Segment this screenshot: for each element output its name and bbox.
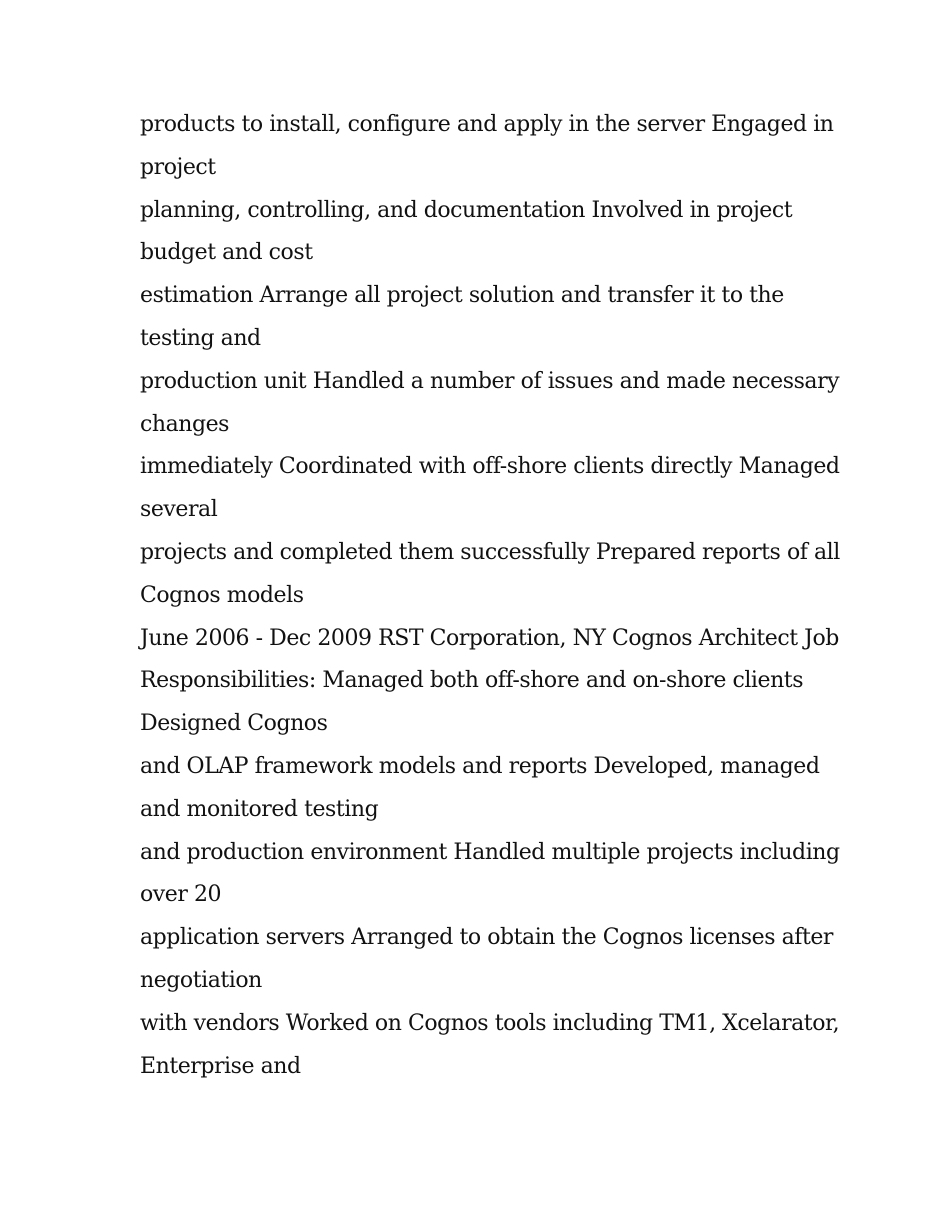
text-line: estimation Arrange all project solution and transfer it to the bbox=[140, 283, 784, 309]
text-line: changes bbox=[140, 411, 230, 437]
text-line: Responsibilities: Managed both off-shore and on-shore clients bbox=[140, 668, 804, 694]
text-line: Cognos models bbox=[140, 582, 304, 608]
text-line: testing and bbox=[140, 325, 261, 351]
text-line: planning, controlling, and documentation Involved in project bbox=[140, 197, 793, 223]
text-line: and OLAP framework models and reports Developed, managed bbox=[140, 753, 820, 779]
text-line: over 20 bbox=[140, 882, 222, 908]
text-line: several bbox=[140, 497, 218, 523]
text-line: Enterprise and bbox=[140, 1053, 301, 1079]
text-line: production unit Handled a number of issues and made necessary bbox=[140, 368, 840, 394]
text-line: June 2006 - Dec 2009 RST Corporation, NY Cognos Architect Job bbox=[140, 625, 839, 651]
text-line: project bbox=[140, 154, 216, 180]
text-line: and monitored testing bbox=[140, 796, 379, 822]
text-line: projects and completed them successfully Prepared reports of all bbox=[140, 539, 840, 565]
text-line: application servers Arranged to obtain the Cognos licenses after bbox=[140, 925, 833, 951]
text-line: immediately Coordinated with off-shore clients directly Managed bbox=[140, 454, 840, 480]
text-line: Designed Cognos bbox=[140, 711, 328, 737]
text-line: products to install, configure and apply in the server Engaged in bbox=[140, 112, 834, 137]
text-line: budget and cost bbox=[140, 240, 313, 266]
text-line: and production environment Handled multiple projects including bbox=[140, 839, 840, 865]
text-line: with vendors Worked on Cognos tools including TM1, Xcelarator, bbox=[140, 1010, 840, 1036]
document-body bbox=[140, 104, 840, 1088]
text-line: negotiation bbox=[140, 967, 262, 993]
